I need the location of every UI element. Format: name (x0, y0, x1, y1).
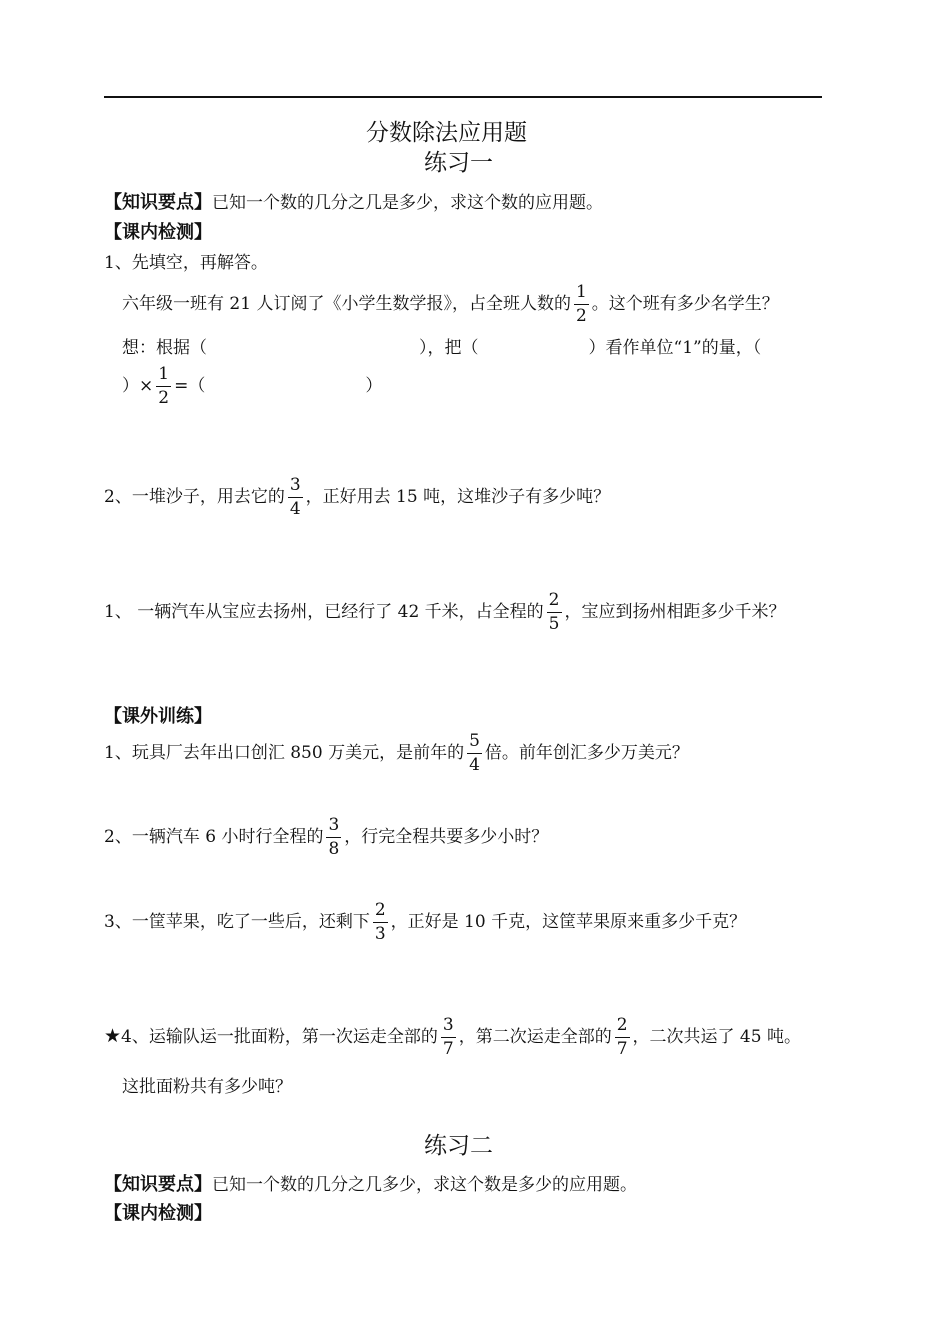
page-title: 分数除法应用题 (366, 120, 527, 146)
eq-text-b: =（ (174, 376, 206, 396)
think-text-b: ），把（ (419, 338, 479, 358)
q2-fraction (288, 477, 303, 518)
frac-num: 2 (547, 592, 562, 613)
frac-num: 3 (288, 477, 303, 498)
ex-q4-problem (104, 1017, 801, 1058)
knowledge-point-1 (104, 188, 603, 214)
ex-q3-problem (104, 902, 746, 943)
q3-fraction (547, 592, 562, 633)
exercise-2-heading: 练习二 (424, 1133, 493, 1159)
q1-problem (122, 284, 779, 325)
q2-problem (104, 477, 610, 518)
q1-think-line (122, 333, 761, 358)
ex-q4-fraction-2 (615, 1017, 630, 1058)
star-icon: ★ (104, 1025, 122, 1047)
eq-text-a: ）× (122, 376, 154, 396)
q1-text-a: 六年级一班有 21 人订阅了《小学生数学报》，占全班人数的 (122, 294, 571, 314)
frac-den: 3 (374, 924, 386, 944)
q1-fraction (574, 284, 589, 325)
q1-text-b: 。这个班有多少名学生？ (591, 294, 779, 314)
frac-den: 5 (548, 614, 560, 634)
frac-den: 2 (158, 388, 170, 408)
knowledge-label: 【知识要点】 (104, 1174, 212, 1195)
think-text-c: ）看作单位“1”的量，（ (588, 338, 762, 358)
eq-fraction (156, 366, 171, 407)
ex-q3-fraction (373, 902, 388, 943)
q1-intro: 1、先填空，再解答。 (104, 253, 268, 273)
frac-den: 4 (469, 755, 480, 775)
ex-q2-text-a: 2、一辆汽车 6 小时行全程的 (104, 827, 324, 847)
frac-num: 3 (326, 817, 341, 838)
exercise-1-heading: 练习一 (424, 150, 493, 176)
ex-q1-text-b: 倍。前年创汇多少万美元？ (484, 743, 689, 763)
frac-num: 5 (467, 733, 482, 754)
frac-den: 2 (575, 306, 587, 326)
frac-num: 1 (574, 284, 589, 305)
q3-problem (104, 592, 786, 633)
think-text-a: 想：根据（ (122, 338, 207, 358)
frac-num: 1 (156, 366, 171, 387)
q2-text-b: ，正好用去 15 吨，这堆沙子有多少吨？ (305, 487, 611, 507)
knowledge-text: 已知一个数的几分之几是多少，求这个数的应用题。 (212, 193, 603, 213)
ex-q1-fraction (467, 733, 482, 774)
ex-q4-text-c: ，二次共运了 45 吨。 (632, 1027, 801, 1047)
ex-q1-text-a: 1、玩具厂去年出口创汇 850 万美元，是前年的 (104, 743, 465, 763)
q1-equation-line (122, 366, 382, 407)
ex-q4-text-b: ，第二次运走全部的 (458, 1027, 612, 1047)
top-rule (104, 96, 822, 98)
frac-den: 7 (442, 1039, 454, 1059)
knowledge-point-2 (104, 1170, 637, 1196)
ex-q4-fraction-1 (441, 1017, 456, 1058)
knowledge-text: 已知一个数的几分之几多少，求这个数是多少的应用题。 (212, 1175, 637, 1195)
ex-q3-text-b: ，正好是 10 千克，这筐苹果原来重多少千克？ (390, 912, 747, 932)
extracurricular-label: 【课外训练】 (104, 706, 212, 727)
ex-q2-problem (104, 817, 548, 858)
ex-q2-fraction (326, 817, 341, 858)
q3-text-a: 1、 一辆汽车从宝应去扬州，已经行了 42 千米，占全程的 (104, 602, 544, 622)
ex-q2-text-b: ，行完全程共要多少小时？ (344, 827, 549, 847)
frac-num: 3 (441, 1017, 456, 1038)
ex-q4-text-a: 4、运输队运一批面粉，第一次运走全部的 (121, 1027, 438, 1047)
q3-text-b: ，宝应到扬州相距多少千米？ (564, 602, 786, 622)
eq-text-c: ） (365, 376, 383, 396)
frac-num: 2 (615, 1017, 630, 1038)
frac-den: 8 (328, 839, 340, 859)
frac-num: 2 (373, 902, 388, 923)
inclass-label-2: 【课内检测】 (104, 1203, 212, 1224)
frac-den: 7 (616, 1039, 628, 1059)
inclass-label-1: 【课内检测】 (104, 222, 212, 243)
ex-q4-line2: 这批面粉共有多少吨？ (122, 1077, 292, 1097)
ex-q1-problem (104, 733, 689, 774)
knowledge-label: 【知识要点】 (104, 192, 212, 213)
frac-den: 4 (289, 499, 301, 519)
ex-q3-text-a: 3、一筐苹果，吃了一些后，还剩下 (104, 912, 370, 932)
q2-text-a: 2、一堆沙子，用去它的 (104, 487, 285, 507)
